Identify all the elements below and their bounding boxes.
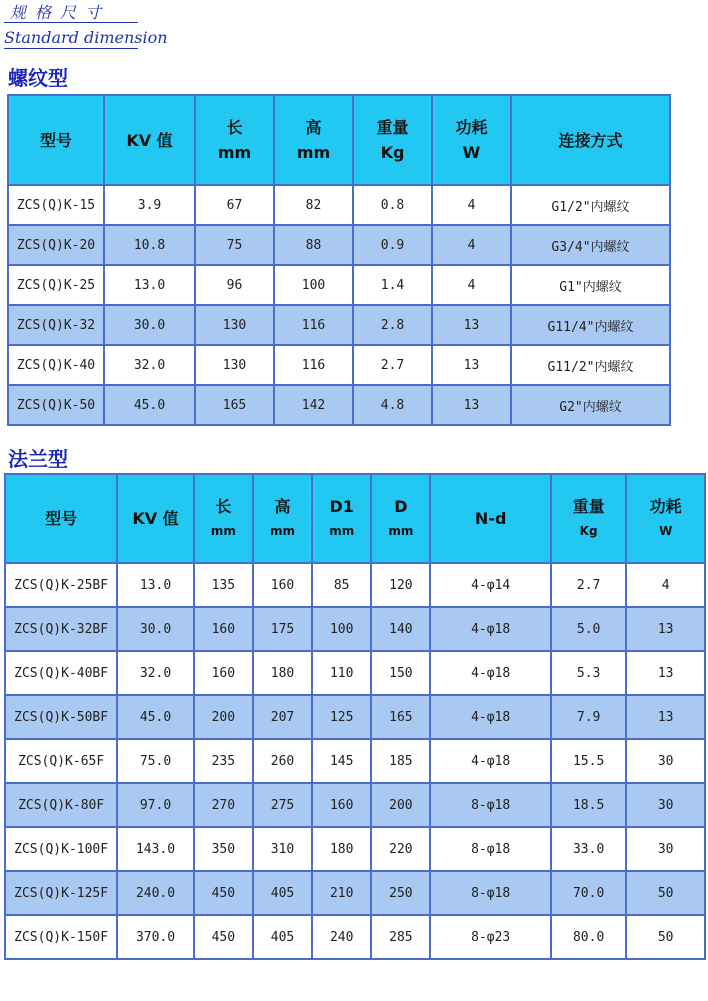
table-cell: ZCS(Q)K-25 (9, 266, 103, 304)
table-cell: 32.0 (118, 652, 193, 694)
table-cell: 4-φ18 (431, 652, 549, 694)
table-cell: G11/2"内螺纹 (512, 346, 669, 384)
table-cell: ZCS(Q)K-25BF (6, 564, 116, 606)
table-cell: 160 (195, 652, 252, 694)
column-header-label: KV 值 (132, 509, 179, 528)
table-cell: 13 (627, 696, 704, 738)
table-header-row (6, 475, 704, 562)
table-cell: 33.0 (552, 828, 626, 870)
table-cell: ZCS(Q)K-65F (6, 740, 116, 782)
table-cell: 13 (433, 386, 510, 424)
table-row (9, 306, 669, 344)
column-header-unit: mm (329, 523, 355, 538)
table-cell: 125 (313, 696, 370, 738)
column-header (9, 96, 103, 184)
table-cell: 13 (433, 306, 510, 344)
column-header-label: 型号 (45, 509, 78, 528)
table-cell: 310 (254, 828, 311, 870)
table-cell: 45.0 (105, 386, 194, 424)
column-header-unit: mm (217, 143, 252, 162)
table-cell: 4 (433, 266, 510, 304)
table-cell: 30 (627, 784, 704, 826)
table-cell: 240 (313, 916, 370, 958)
column-header (6, 475, 116, 562)
table-cell: ZCS(Q)K-100F (6, 828, 116, 870)
table-cell: 4-φ18 (431, 608, 549, 650)
column-header (195, 475, 252, 562)
column-header-unit: mm (210, 523, 236, 538)
table-cell: 165 (372, 696, 429, 738)
table-cell: 450 (195, 916, 252, 958)
table-cell: ZCS(Q)K-32BF (6, 608, 116, 650)
table-body (9, 186, 669, 424)
table-row (6, 784, 704, 826)
table-cell: 45.0 (118, 696, 193, 738)
table-row (6, 608, 704, 650)
table-cell: ZCS(Q)K-80F (6, 784, 116, 826)
table-body (6, 564, 704, 958)
column-header (433, 96, 510, 184)
column-header (552, 475, 626, 562)
table-cell: 30.0 (118, 608, 193, 650)
table-cell: 200 (195, 696, 252, 738)
table-cell: 175 (254, 608, 311, 650)
table-cell: 220 (372, 828, 429, 870)
table-cell: 160 (313, 784, 370, 826)
table-cell: 2.8 (354, 306, 431, 344)
column-header (313, 475, 370, 562)
table-cell: G1"内螺纹 (512, 266, 669, 304)
column-header-label: 连接方式 (558, 130, 623, 150)
table-cell: 285 (372, 916, 429, 958)
table-row (6, 872, 704, 914)
table-cell: ZCS(Q)K-50 (9, 386, 103, 424)
column-header-unit: Kg (579, 523, 598, 538)
table-cell: 210 (313, 872, 370, 914)
table-cell: 0.8 (354, 186, 431, 224)
table-cell: 8-φ18 (431, 872, 549, 914)
table-cell: 85 (313, 564, 370, 606)
table-cell: 75 (196, 226, 273, 264)
table-row (6, 740, 704, 782)
table-cell: 1.4 (354, 266, 431, 304)
table-cell: 180 (313, 828, 370, 870)
table-cell: 97.0 (118, 784, 193, 826)
table-cell: 13.0 (118, 564, 193, 606)
column-header (196, 96, 273, 184)
column-header-label: D1 (329, 496, 354, 516)
table-cell: 50 (627, 872, 704, 914)
table-cell: 4 (433, 186, 510, 224)
table-cell: 450 (195, 872, 252, 914)
table-cell: 130 (196, 346, 273, 384)
column-header-unit: mm (296, 143, 331, 162)
flange-section-title: 法兰型 (8, 447, 68, 471)
table-cell: 7.9 (552, 696, 626, 738)
table-cell: 30.0 (105, 306, 194, 344)
table-cell: 2.7 (354, 346, 431, 384)
heading-chinese: 规格尺寸 (10, 3, 111, 22)
heading-underline (4, 22, 138, 23)
column-header-label: 高 (274, 496, 291, 516)
table-cell: 240.0 (118, 872, 193, 914)
table-cell: 140 (372, 608, 429, 650)
column-header-label: KV 值 (126, 130, 173, 150)
column-header-label: D (394, 496, 408, 516)
column-header-unit: mm (388, 523, 414, 538)
table-cell: 370.0 (118, 916, 193, 958)
table-row (9, 186, 669, 224)
table-row (9, 386, 669, 424)
table-cell: 350 (195, 828, 252, 870)
table-cell: 88 (275, 226, 352, 264)
column-header (354, 96, 431, 184)
table-row (6, 564, 704, 606)
table-cell: 18.5 (552, 784, 626, 826)
table-cell: ZCS(Q)K-32 (9, 306, 103, 344)
table-cell: 116 (275, 346, 352, 384)
column-header (627, 475, 704, 562)
table-cell: 130 (196, 306, 273, 344)
column-header-unit: mm (270, 523, 296, 538)
column-header-label: 长 (226, 118, 243, 137)
table-cell: 180 (254, 652, 311, 694)
table-cell: 150 (372, 652, 429, 694)
table-row (6, 916, 704, 958)
table-row (6, 828, 704, 870)
table-cell: G3/4"内螺纹 (512, 226, 669, 264)
table-cell: ZCS(Q)K-15 (9, 186, 103, 224)
table-cell: 4-φ18 (431, 696, 549, 738)
table-cell: 143.0 (118, 828, 193, 870)
table-cell: 82 (275, 186, 352, 224)
column-header-label: 功耗 (455, 118, 488, 137)
column-header (431, 475, 549, 562)
column-header (105, 96, 194, 184)
table-cell: 405 (254, 872, 311, 914)
table-cell: 250 (372, 872, 429, 914)
table-cell: 50 (627, 916, 704, 958)
table-cell: G2"内螺纹 (512, 386, 669, 424)
table-cell: 8-φ23 (431, 916, 549, 958)
table-cell: 142 (275, 386, 352, 424)
table-cell: 110 (313, 652, 370, 694)
table-cell: 120 (372, 564, 429, 606)
table-cell: 10.8 (105, 226, 194, 264)
table-cell: 200 (372, 784, 429, 826)
table-cell: 96 (196, 266, 273, 304)
table-cell: G11/4"内螺纹 (512, 306, 669, 344)
table-cell: 13 (627, 652, 704, 694)
thread-section-title: 螺纹型 (8, 66, 68, 90)
table-row (9, 346, 669, 384)
table-cell: 100 (275, 266, 352, 304)
table-cell: 32.0 (105, 346, 194, 384)
column-header-unit: W (462, 143, 481, 162)
table-cell: 13 (433, 346, 510, 384)
table-cell: 145 (313, 740, 370, 782)
column-header (275, 96, 352, 184)
table-cell: 67 (196, 186, 273, 224)
column-header-label: 型号 (39, 130, 72, 150)
heading-english: Standard dimension (4, 28, 168, 47)
table-row (9, 266, 669, 304)
table-cell: 13 (627, 608, 704, 650)
table-cell: 70.0 (552, 872, 626, 914)
column-header-label: 长 (215, 496, 232, 516)
table-cell: 5.0 (552, 608, 626, 650)
table-cell: 2.7 (552, 564, 626, 606)
table-cell: 100 (313, 608, 370, 650)
table-cell: ZCS(Q)K-40BF (6, 652, 116, 694)
table-cell: 207 (254, 696, 311, 738)
table-cell: 270 (195, 784, 252, 826)
table-cell: 160 (195, 608, 252, 650)
table-row (6, 652, 704, 694)
table-cell: 4.8 (354, 386, 431, 424)
table-cell: 80.0 (552, 916, 626, 958)
table-row (6, 696, 704, 738)
table-cell: 4-φ18 (431, 740, 549, 782)
column-header-label: 重量 (376, 118, 409, 137)
table-cell: 116 (275, 306, 352, 344)
table-cell: ZCS(Q)K-20 (9, 226, 103, 264)
table-cell: ZCS(Q)K-125F (6, 872, 116, 914)
table-cell: 260 (254, 740, 311, 782)
column-header-unit: Kg (380, 143, 405, 162)
table-cell: ZCS(Q)K-150F (6, 916, 116, 958)
column-header (118, 475, 193, 562)
column-header-label: 功耗 (649, 496, 682, 516)
table-cell: 15.5 (552, 740, 626, 782)
table-cell: 185 (372, 740, 429, 782)
column-header-unit: W (659, 523, 673, 538)
heading-underline (4, 48, 138, 49)
table-cell: 4 (433, 226, 510, 264)
table-cell: 275 (254, 784, 311, 826)
table-cell: 4 (627, 564, 704, 606)
table-cell: 75.0 (118, 740, 193, 782)
table-cell: 8-φ18 (431, 784, 549, 826)
table-cell: 405 (254, 916, 311, 958)
thread-spec-table (7, 94, 671, 426)
column-header-label: 重量 (572, 496, 605, 516)
table-cell: 4-φ14 (431, 564, 549, 606)
table-cell: 8-φ18 (431, 828, 549, 870)
table-cell: ZCS(Q)K-40 (9, 346, 103, 384)
column-header-label: 高 (305, 118, 322, 137)
table-cell: G1/2"内螺纹 (512, 186, 669, 224)
table-cell: 160 (254, 564, 311, 606)
column-header (254, 475, 311, 562)
table-cell: 165 (196, 386, 273, 424)
table-header-row (9, 96, 669, 184)
table-cell: ZCS(Q)K-50BF (6, 696, 116, 738)
table-cell: 5.3 (552, 652, 626, 694)
table-cell: 30 (627, 828, 704, 870)
table-cell: 0.9 (354, 226, 431, 264)
table-cell: 13.0 (105, 266, 194, 304)
column-header (512, 96, 669, 184)
table-cell: 235 (195, 740, 252, 782)
table-row (9, 226, 669, 264)
table-cell: 135 (195, 564, 252, 606)
table-cell: 30 (627, 740, 704, 782)
column-header-label: N-d (474, 509, 507, 528)
column-header (372, 475, 429, 562)
flange-spec-table (4, 473, 706, 960)
table-cell: 3.9 (105, 186, 194, 224)
